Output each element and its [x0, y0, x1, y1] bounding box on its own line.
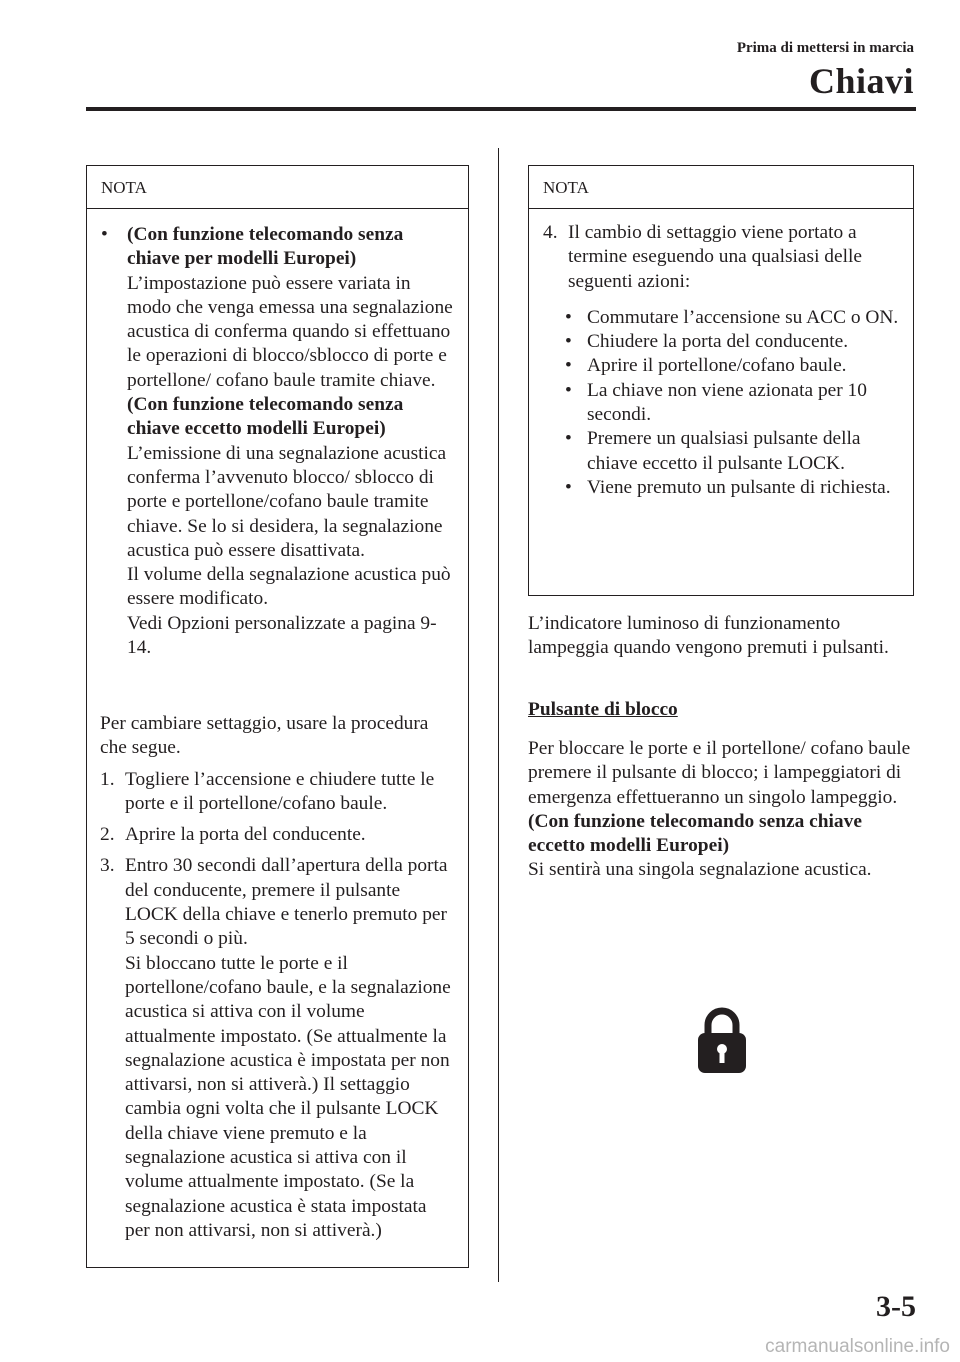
- watermark: carmanualsonline.info: [765, 1336, 950, 1357]
- right-note-box: [528, 165, 914, 596]
- procedure-intro: Per cambiare settaggio, usare la procedura che segue.: [100, 713, 429, 759]
- note-paragraph: L’impostazione può essere variata in modo che venga emessa una segnalazione acustica di conferma quando si effettuano le operazioni di blocco/sblocco di porte e portellone/ cofano baule tramite chiave.: [127, 272, 453, 391]
- section-title: Prima di mettersi in marcia: [736, 40, 914, 56]
- list-item: [565, 306, 903, 330]
- procedure-step: [100, 823, 456, 847]
- list-item-text: Viene premuto un pulsante di richiesta.: [587, 476, 891, 498]
- step-text: Togliere l’accensione e chiudere tutte le porte e il portellone/cofano baule.: [125, 768, 435, 814]
- note-condition: (Con funzione telecomando senza chiave per modelli Europei): [127, 224, 404, 270]
- list-item: [565, 476, 903, 500]
- procedure-step: [543, 221, 903, 294]
- step-text: Il cambio di settaggio viene portato a termine eseguendo una qualsiasi delle seguenti azioni:: [568, 222, 862, 292]
- list-item: [565, 379, 903, 428]
- lock-button-heading: Pulsante di blocco: [528, 699, 678, 720]
- list-item: [565, 427, 903, 476]
- note-heading: NOTA: [529, 166, 913, 209]
- lock-sound-text: Si sentirà una singola segnalazione acustica.: [528, 859, 872, 881]
- indicator-paragraph: L’indicatore luminoso di funzionamento lampeggia quando vengono premuti i pulsanti.: [528, 613, 889, 659]
- list-item: [565, 354, 903, 378]
- note-condition: (Con funzione telecomando senza chiave eccetto modelli Europei): [127, 394, 404, 440]
- note-paragraph: Il volume della segnalazione acustica può essere modificato.: [127, 564, 451, 610]
- note-bullet-item: [99, 223, 458, 660]
- list-item-text: La chiave non viene azionata per 10 secondi.: [587, 379, 867, 426]
- step-text: Si bloccano tutte le porte e il portellone/cofano baule, e la segnalazione acustica si attiva con il volume attualmente impostato. (Se attualmente la segnalazione acustica è impostata per non attivarsi, non si attiverà.) Il settaggio cambia ogni volta che il pulsante LOCK della chiave viene premuto e la segnalazione acustica si attiva con il volume attualmente impostato. (Se la segnalazione acustica è stata impostata per non attivarsi, non si attiverà.): [125, 952, 451, 1241]
- column-divider: [498, 148, 499, 1282]
- step-number: 3.: [100, 855, 115, 877]
- bullet-icon: •: [565, 476, 572, 498]
- list-item-text: Chiudere la porta del conducente.: [587, 331, 849, 353]
- bullet-icon: •: [565, 306, 572, 328]
- bullet-icon: •: [565, 355, 572, 377]
- step-number: 4.: [543, 222, 558, 243]
- note-heading: NOTA: [87, 166, 468, 209]
- list-item-text: Commutare l’accensione su ACC o ON.: [587, 306, 899, 328]
- procedure: [100, 712, 456, 1243]
- step-number: 1.: [100, 768, 115, 790]
- action-list: [543, 306, 903, 500]
- bullet-icon: •: [565, 428, 572, 450]
- lock-description: Per bloccare le porte e il portellone/ cofano baule premere il pulsante di blocco; i lampeggiatori di emergenza effettueranno un singolo lampeggio.: [528, 738, 911, 808]
- note-body: [529, 209, 913, 500]
- bullet-icon: •: [565, 379, 572, 401]
- step-text: Entro 30 secondi dall’apertura della porta del conducente, premere il pulsante LOCK della chiave e tenerlo premuto per 5 secondi o più.: [125, 855, 448, 950]
- list-item: [565, 330, 903, 354]
- bullet-icon: •: [101, 224, 108, 245]
- lock-button-section: [528, 737, 914, 883]
- note-paragraph: Vedi Opzioni personalizzate a pagina 9-14.: [127, 612, 437, 659]
- lock-icon: [696, 1005, 748, 1075]
- note-body: [87, 209, 468, 660]
- header-rule: [86, 107, 916, 111]
- page-title: Chiavi: [808, 61, 914, 101]
- note-paragraph: L’emissione di una segnalazione acustica conferma l’avvenuto blocco/ sblocco di porte e portellone/cofano baule tramite chiave. Se lo si desidera, la segnalazione acustica può essere disattivata.: [127, 442, 447, 561]
- step-text: Aprire la porta del conducente.: [125, 824, 366, 846]
- procedure-step: [100, 768, 456, 817]
- procedure-step: [100, 854, 456, 1243]
- list-item-text: Premere un qualsiasi pulsante della chiave eccetto il pulsante LOCK.: [587, 428, 861, 474]
- list-item-text: Aprire il portellone/cofano baule.: [587, 355, 847, 377]
- step-number: 2.: [100, 824, 115, 846]
- lock-condition: (Con funzione telecomando senza chiave eccetto modelli Europei): [528, 810, 862, 857]
- page-number: 3-5: [876, 1290, 916, 1323]
- bullet-icon: •: [565, 331, 572, 353]
